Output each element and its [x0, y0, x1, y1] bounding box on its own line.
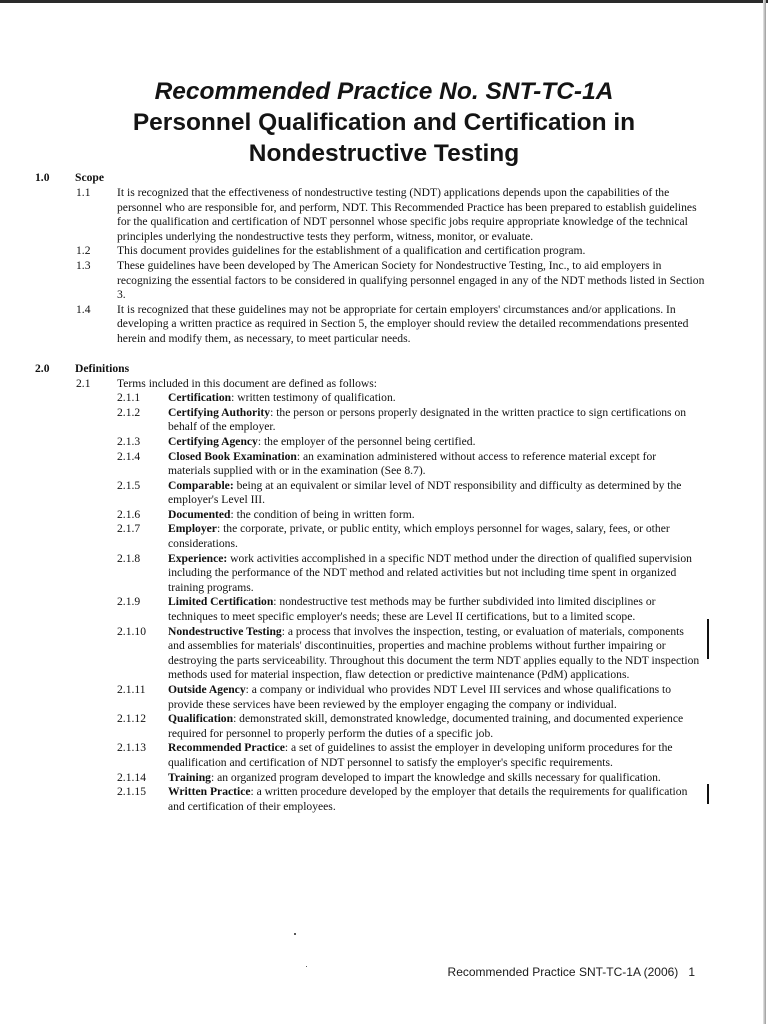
item-text: This document provides guidelines for the establishment of a qualification and certification program.	[117, 244, 586, 258]
section-scope	[0, 171, 768, 347]
definition-item	[0, 522, 700, 551]
definition-number: 2.1.6	[117, 507, 141, 521]
scope-item	[0, 244, 707, 259]
definition-text: : demonstrated skill, demonstrated knowledge, documented training, and documented experience required for personnel to properly perform the duties of a specific job.	[168, 712, 684, 740]
definition-number: 2.1.8	[117, 551, 141, 565]
definition-number: 2.1.2	[117, 405, 141, 419]
item-number: 1.2	[76, 244, 91, 258]
definition-text: : a company or individual who provides NDT Level III services and whose qualifications to provide these services have been reviewed by the employer engaging the company or individual.	[168, 683, 672, 711]
definition-text: : a written procedure developed by the employer that details the requirements for qualification and certification of their employees.	[168, 785, 688, 813]
definition-text: : the employer of the personnel being certified.	[257, 434, 476, 448]
definition-item	[0, 625, 700, 683]
document-body	[0, 171, 768, 814]
section-title: Definitions	[75, 361, 130, 375]
scope-items	[0, 186, 768, 347]
definition-term: Nondestructive Testing	[168, 624, 282, 638]
definition-text: : a set of guidelines to assist the employer in developing uniform procedures for the qualification and certification of NDT personnel to satisfy the employer's specific requirements.	[168, 741, 673, 769]
definition-number: 2.1.9	[117, 595, 141, 609]
definition-number: 2.1.13	[117, 741, 146, 755]
definition-item	[0, 391, 700, 406]
page-footer	[448, 965, 695, 979]
section-title: Scope	[75, 171, 104, 184]
section-definitions	[0, 362, 768, 815]
definition-item	[0, 406, 700, 435]
section-heading	[0, 362, 768, 377]
item-text: These guidelines have been developed by The American Society for Nondestructive Testing, Inc., to aid employers in recognizing the essential factors to be considered in qualifying personnel engaged in any of the NDT methods listed in Section 3.	[117, 258, 705, 302]
definition-item	[0, 508, 700, 523]
definition-term: Written Practice	[168, 785, 251, 799]
definition-text: being at an equivalent or similar level of NDT responsibility and difficulty as determined by the employer's Level III.	[168, 478, 682, 507]
definition-term: Experience:	[168, 551, 228, 565]
scope-item	[0, 303, 707, 347]
definition-number: 2.1.15	[117, 785, 146, 799]
definition-term: Certification	[168, 391, 232, 405]
definition-number: 2.1.5	[117, 478, 141, 492]
definition-term: Employer	[168, 522, 217, 536]
section-heading	[0, 171, 768, 186]
definition-text: : the condition of being in written form.	[230, 507, 415, 521]
intro-number: 2.1	[76, 376, 91, 390]
section-gap	[0, 347, 768, 362]
item-number: 1.3	[76, 258, 91, 272]
scan-speck	[306, 966, 307, 967]
document-title	[0, 76, 768, 169]
revision-bar-limited-certification	[707, 619, 709, 659]
definition-number: 2.1.4	[117, 449, 141, 463]
definition-item	[0, 741, 700, 770]
definition-term: Qualification	[168, 712, 234, 726]
definitions-intro	[0, 377, 707, 392]
definition-term: Recommended Practice	[168, 741, 285, 755]
revision-bar-qualification	[707, 784, 709, 804]
scan-top-edge	[0, 0, 768, 3]
definition-item	[0, 435, 700, 450]
definition-term: Closed Book Examination	[168, 449, 297, 463]
definition-item	[0, 683, 700, 712]
definition-number: 2.1.12	[117, 712, 146, 726]
scope-item	[0, 259, 707, 303]
definition-item	[0, 479, 700, 508]
definition-number: 2.1.14	[117, 770, 146, 784]
definition-text: : nondestructive test methods may be further subdivided into limited disciplines or techniques to meet specific employer's needs; these are Level II certifications, but to a limited scope.	[168, 595, 656, 624]
item-number: 1.1	[76, 186, 91, 199]
definition-text: : the person or persons properly designated in the written practice to sign certifications on behalf of the employer.	[168, 405, 687, 434]
section-number: 2.0	[35, 361, 50, 375]
definition-text: : the corporate, private, or public entity, which employs personnel for wages, salary, fees, or other considerations.	[168, 522, 670, 551]
definition-term: Limited Certification	[168, 595, 274, 609]
section-number: 1.0	[35, 171, 50, 184]
definition-items	[0, 391, 768, 814]
definition-text: work activities accomplished in a specific NDT method under the direction of qualified supervision including the performance of the NDT method and related activities but not including time spent in organized training programs.	[168, 551, 692, 594]
page-number: 1	[688, 965, 695, 979]
definition-number: 2.1.11	[117, 683, 146, 696]
title-line-1: Recommended Practice No. SNT-TC-1A	[154, 78, 614, 105]
definition-item	[0, 771, 700, 786]
definition-text: : an organized program developed to impart the knowledge and skills necessary for qualification.	[210, 770, 661, 784]
definition-item	[0, 712, 700, 741]
definition-number: 2.1.1	[117, 391, 141, 405]
definition-text: : a process that involves the inspection, testing, or evaluation of materials, components and assemblies for materials' discontinuities, properties and machine problems without further impairing or destroying the parts serviceability. Throughout this document the term NDT applies equally to the NDT inspection methods used for material inspection, flaw detection or predictive maintenance (PdM) applications.	[168, 624, 700, 682]
definition-term: Documented	[168, 507, 231, 521]
title-line-3: Nondestructive Testing	[248, 140, 520, 167]
definition-number: 2.1.3	[117, 434, 141, 448]
definition-text: : an examination administered without access to reference material except for materials supplied with or in the examination (See 8.7).	[168, 449, 657, 478]
definition-term: Comparable:	[168, 478, 234, 492]
item-text: It is recognized that the effectiveness of nondestructive testing (NDT) applications depends upon the capabilities of the personnel who are responsible for, and perform, NDT. This Recommended Practice has been prepared to establish guidelines for the qualification and certification of NDT personnel whose specific jobs require appropriate knowledge of the technical principles underlying the nondestructive tests they perform, witness, monitor, or evaluate.	[117, 186, 697, 243]
scope-item	[0, 186, 707, 244]
footer-text: Recommended Practice SNT-TC-1A (2006)	[447, 965, 679, 979]
scan-speck	[294, 933, 296, 935]
definition-item	[0, 450, 700, 479]
intro-text: Terms included in this document are defined as follows:	[117, 376, 377, 390]
item-number: 1.4	[76, 302, 91, 316]
definition-item	[0, 785, 700, 814]
definition-item	[0, 552, 700, 596]
definition-item	[0, 595, 700, 624]
definition-number: 2.1.7	[117, 522, 141, 536]
definition-term: Certifying Authority	[168, 405, 271, 419]
item-text: It is recognized that these guidelines may not be appropriate for certain employers' circumstances and/or applications. In developing a written practice as required in Section 5, the employer should review the detailed recommendations presented herein and modify them, as necessary, to meet particular needs.	[117, 302, 689, 345]
title-line-2: Personnel Qualification and Certification in	[132, 109, 636, 136]
definition-number: 2.1.10	[117, 624, 146, 638]
definition-term: Training	[168, 770, 211, 784]
definition-term: Certifying Agency	[168, 434, 258, 448]
definition-term: Outside Agency	[168, 683, 246, 696]
definition-text: : written testimony of qualification.	[231, 391, 396, 405]
